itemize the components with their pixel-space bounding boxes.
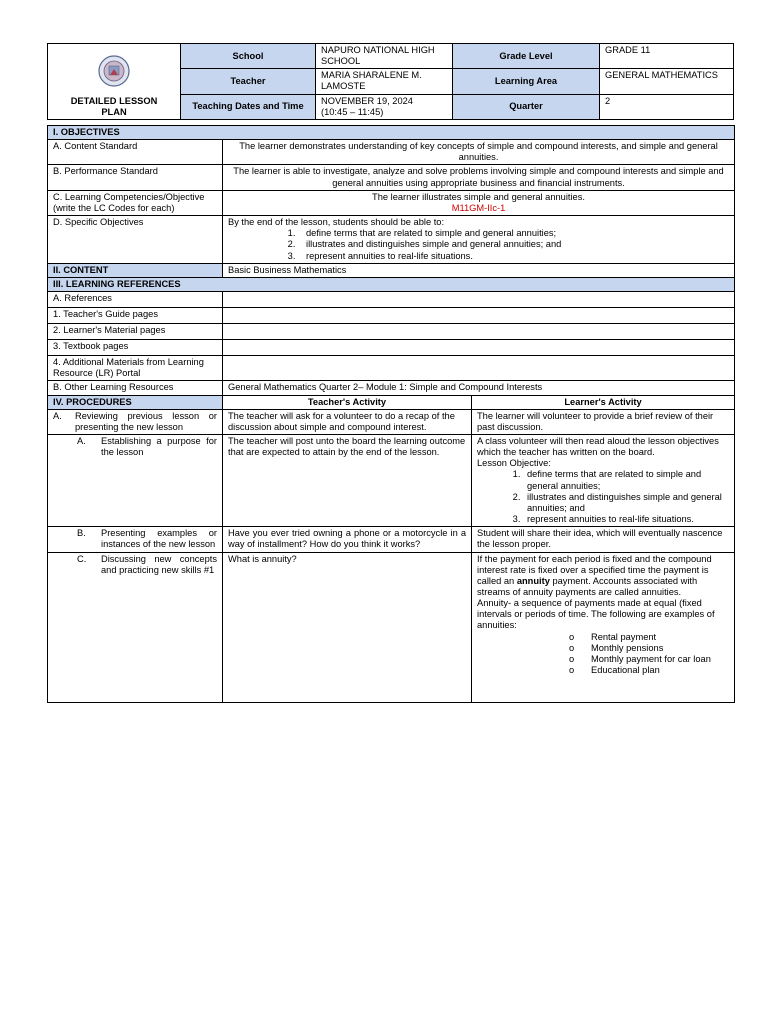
- competency-label: C. Learning Competencies/Objective (write the LC Codes for each): [48, 190, 223, 215]
- bullet-icon: o: [569, 653, 575, 664]
- teacher-activity-header: Teacher's Activity: [223, 395, 472, 409]
- textbook-label: 3. Textbook pages: [48, 340, 223, 356]
- learner-activity: The learner will volunteer to provide a brief review of their past discussion.: [472, 409, 735, 434]
- teacher-activity: What is annuity?: [223, 552, 472, 702]
- competency-code: M11GM-IIc-1: [451, 202, 506, 213]
- content-heading: II. CONTENT: [48, 263, 223, 277]
- content-standard-text: The learner demonstrates understanding of key concepts of simple and compound interests, and simple and general annuities.: [223, 140, 735, 165]
- learners-material-label: 2. Learner's Material pages: [48, 324, 223, 340]
- bullet-icon: o: [569, 665, 575, 676]
- list-item: 2. illustrates and distinguishes simple and general annuities; and: [298, 239, 729, 250]
- bullet-icon: o: [569, 631, 575, 642]
- list-item: [569, 654, 729, 665]
- procedure-row-label: [48, 434, 223, 526]
- deped-seal-icon: [97, 55, 131, 87]
- grade-label: Grade Level: [453, 44, 600, 69]
- procedures-heading: IV. PROCEDURES: [48, 395, 223, 409]
- specific-objectives-list: [228, 228, 729, 261]
- lr-portal-label: 4. Additional Materials from Learning Resource (LR) Portal: [48, 356, 223, 381]
- competency-text: The learner illustrates simple and general annuities.: [372, 191, 585, 202]
- annuity-definition: [477, 554, 729, 599]
- learners-material-value: [223, 324, 735, 340]
- content-value: Basic Business Mathematics: [223, 263, 735, 277]
- lesson-objective-list: [477, 469, 729, 525]
- lr-portal-value: [223, 356, 735, 381]
- list-item: [569, 665, 729, 676]
- other-resources-value: General Mathematics Quarter 2– Module 1: Simple and Compound Interests: [223, 381, 735, 395]
- learner-activity-subhead: Lesson Objective:: [477, 458, 551, 469]
- content-standard-label: A. Content Standard: [48, 140, 223, 165]
- annuity-term: annuity: [516, 575, 550, 586]
- procedure-label: Presenting examples or instances of the new lesson: [101, 528, 217, 550]
- area-label: Learning Area: [453, 69, 600, 94]
- annuity-definition-text: If the payment for each period is fixed and the compound interest rate is fixed over a specified time the payment is called an: [477, 553, 712, 586]
- main-table: [47, 125, 735, 703]
- annuity-explanation: Annuity- a sequence of payments made at equal (fixed intervals or periods of time. The following are examples of annuities:: [477, 598, 715, 631]
- list-item: 3. represent annuities to real-life situations.: [298, 251, 729, 262]
- learner-activity: [472, 552, 735, 702]
- procedure-label: Establishing a purpose for the lesson: [101, 435, 217, 458]
- example-text: Monthly payment for car loan: [591, 653, 711, 664]
- objectives-heading: I. OBJECTIVES: [48, 126, 735, 140]
- quarter-value: 2: [600, 94, 734, 119]
- quarter-label: Quarter: [453, 94, 600, 119]
- dates-value-date: NOVEMBER 19, 2024: [321, 95, 413, 106]
- textbook-value: [223, 340, 735, 356]
- dates-value: [316, 94, 453, 119]
- procedure-letter: A.: [77, 435, 86, 446]
- dates-value-time: (10:45 – 11:45): [321, 106, 384, 117]
- teacher-activity: The teacher will ask for a volunteer to do a recap of the discussion about simple and compound interest.: [223, 409, 472, 434]
- example-text: Monthly pensions: [591, 642, 664, 653]
- references-value: [223, 292, 735, 308]
- doc-title: DETAILED LESSON PLAN: [70, 95, 158, 117]
- learner-activity: Student will share their idea, which will eventually nascence the lesson proper.: [472, 527, 735, 552]
- procedure-letter: B.: [77, 528, 86, 539]
- school-label: School: [181, 44, 316, 69]
- teacher-activity: Have you ever tried owning a phone or a motorcycle in a way of installment? How do you think it works?: [223, 527, 472, 552]
- procedure-label: Reviewing previous lesson or presenting the new lesson: [75, 410, 217, 432]
- list-item: 1. define terms that are related to simple and general annuities;: [523, 469, 729, 491]
- school-value: NAPURO NATIONAL HIGH SCHOOL: [316, 44, 453, 69]
- references-label: A. References: [48, 292, 223, 308]
- annuity-examples-list: [477, 632, 729, 677]
- bullet-icon: o: [569, 642, 575, 653]
- list-item: 1. define terms that are related to simple and general annuities;: [298, 228, 729, 239]
- procedure-letter: C.: [77, 553, 87, 564]
- specific-objectives-label: D. Specific Objectives: [48, 216, 223, 264]
- procedure-row-label: [48, 552, 223, 702]
- seal-cell: [48, 44, 181, 120]
- performance-standard-text: The learner is able to investigate, analyze and solve problems involving simple and compound interests and simple and general annuities using appropriate business and financial instruments.: [223, 165, 735, 190]
- learner-activity: [472, 434, 735, 526]
- procedure-letter: A.: [53, 410, 62, 421]
- list-item: [569, 632, 729, 643]
- teacher-value: MARIA SHARALENE M. LAMOSTE: [316, 69, 453, 94]
- performance-standard-label: B. Performance Standard: [48, 165, 223, 190]
- grade-value: GRADE 11: [600, 44, 734, 69]
- example-text: Rental payment: [591, 631, 657, 642]
- procedure-row-label: [48, 527, 223, 552]
- teacher-activity: The teacher will post unto the board the learning outcome that are expected to attain by the end of the lesson.: [223, 434, 472, 526]
- references-heading: III. LEARNING REFERENCES: [48, 277, 735, 291]
- list-item: 2. illustrates and distinguishes simple and general annuities; and: [523, 492, 729, 514]
- specific-objectives-intro: By the end of the lesson, students should be able to:: [228, 217, 445, 228]
- learner-activity-header: Learner's Activity: [472, 395, 735, 409]
- dates-label: Teaching Dates and Time: [181, 94, 316, 119]
- procedure-row-label: [48, 409, 223, 434]
- procedure-label: Discussing new concepts and practicing new skills #1: [101, 553, 217, 575]
- list-item: 3. represent annuities to real-life situations.: [523, 514, 729, 525]
- list-item: [569, 643, 729, 654]
- specific-objectives-cell: [223, 216, 735, 264]
- header-table: [47, 43, 734, 120]
- annuity-definition-text: payment. Accounts associated with streams of annuity payments are called annuities.: [477, 575, 698, 597]
- teachers-guide-label: 1. Teacher's Guide pages: [48, 308, 223, 324]
- area-value: GENERAL MATHEMATICS: [600, 69, 734, 94]
- learner-activity-intro: A class volunteer will then read aloud the lesson objectives which the teacher has written on the board.: [477, 435, 719, 458]
- competency-cell: [223, 190, 735, 215]
- teachers-guide-value: [223, 308, 735, 324]
- other-resources-label: B. Other Learning Resources: [48, 381, 223, 395]
- example-text: Educational plan: [591, 665, 660, 676]
- teacher-label: Teacher: [181, 69, 316, 94]
